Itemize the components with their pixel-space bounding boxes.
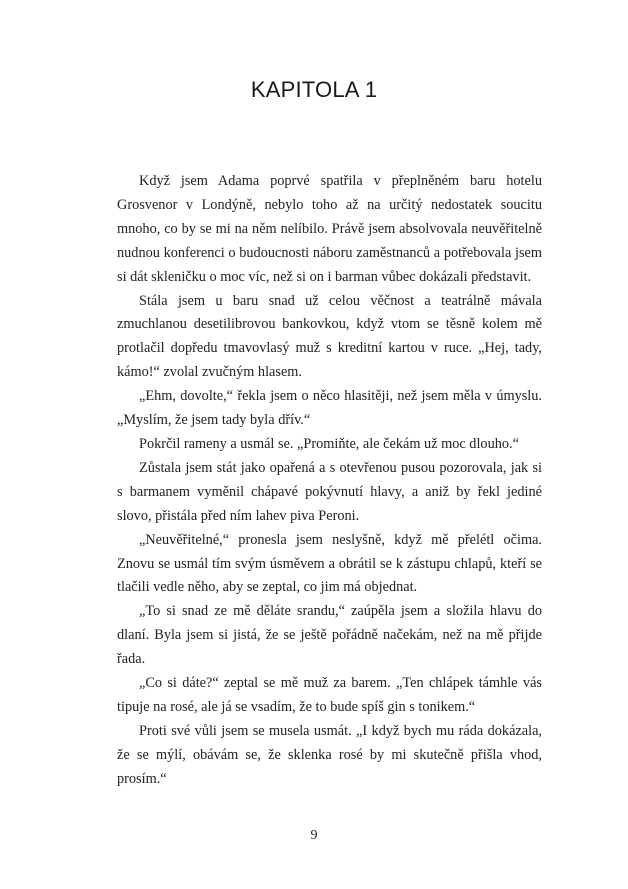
paragraph: „Co si dáte?“ zeptal se mě muž za barem. „Ten chlápek támhle vás tipuje na rosé, ale já se vsadím, že to bude spíš gin s tonikem.“ bbox=[117, 675, 542, 715]
page-number: 9 bbox=[310, 828, 318, 843]
chapter-title: KAPITOLA 1 bbox=[250, 77, 378, 102]
paragraph: Stála jsem u baru snad už celou věčnost a teatrálně mávala zmuchlanou desetilibrovou bankovkou, když vtom se těsně kolem mě protlačil dopředu tmavovlasý muž s kreditní kartou v ruce. „Hej, tady, kámo!“ zvolal zvučným hlasem. bbox=[117, 292, 542, 381]
chapter-body bbox=[117, 170, 542, 792]
paragraph: Když jsem Adama poprvé spatřila v přeplněném baru hotelu Grosvenor v Londýně, nebylo toho až na určitý nedostatek soucitu mnoho, co by se mi na něm nelíbilo. Právě jsem absolvovala neuvěřitelně nudnou konferenci o budoucnosti náboru zaměstnanců a potřebovala jsem si dát skleničku o moc víc, než si on i barman vůbec dokázali představit. bbox=[117, 173, 542, 285]
paragraph: „To si snad ze mě děláte srandu,“ zaúpěla jsem a složila hlavu do dlaní. Byla jsem si jistá, že se ještě pořádně načekám, než na mě přijde řada. bbox=[117, 603, 542, 668]
paragraph: „Ehm, dovolte,“ řekla jsem o něco hlasitěji, než jsem měla v úmyslu. „Myslím, že jsem tady byla dřív.“ bbox=[117, 388, 542, 429]
paragraph: Zůstala jsem stát jako opařená a s otevřenou pusou pozorovala, jak si s barmanem vyměnil chápavé pokývnutí hlavy, a aniž by řekl jediné slovo, přistála před ním lahev piva Peroni. bbox=[117, 459, 542, 524]
paragraph: „Neuvěřitelné,“ pronesla jsem neslyšně, když mě přelétl očima. Znovu se usmál tím svým úsměvem a obrátil se k zástupu chlapů, kteří se tlačili vedle něho, aby se zeptal, co jim má objednat. bbox=[117, 531, 542, 596]
paragraph: Proti své vůli jsem se musela usmát. „I když bych mu ráda dokázala, že se mýlí, obávám se, že sklenka rosé by mi skutečně přišla vhod, prosím.“ bbox=[117, 722, 542, 787]
paragraph: Pokrčil rameny a usmál se. „Promiňte, ale čekám už moc dlouho.“ bbox=[139, 435, 519, 452]
